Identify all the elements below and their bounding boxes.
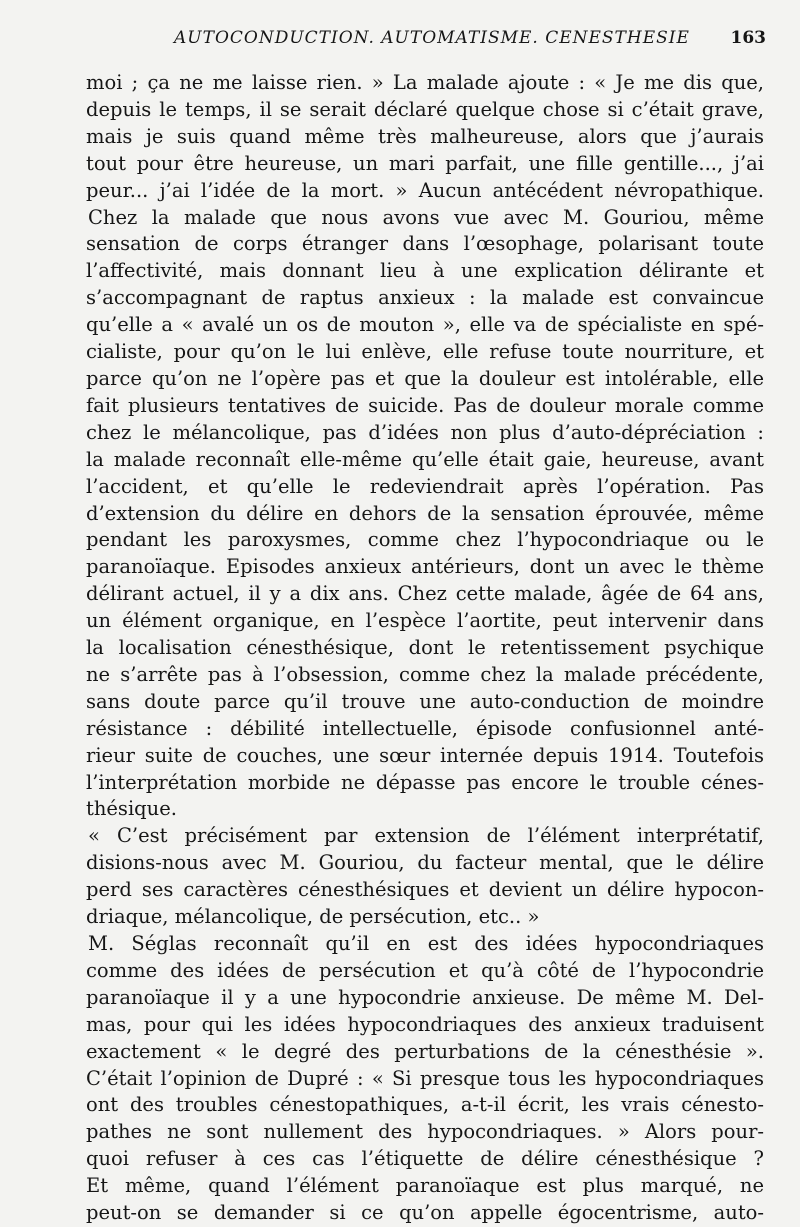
paragraph-4 [86,931,764,1227]
text-line: délirant actuel, il y a dix ans. Chez cette malade, âgée de 64 ans, [86,582,764,606]
text-line: fait plusieurs tentatives de suicide. Pas de douleur morale comme [86,393,764,417]
text-line: ont des troubles cénestopathiques, a-t-il écrit, les vrais cénesto- [86,1093,764,1117]
text-line: driaque, mélancolique, de persécution, etc.. » [86,905,540,929]
text-line: Et même, quand l’élément paranoïaque est plus marqué, ne [86,1174,764,1198]
text-line: Chez la malade que nous avons vue avec M. Gouriou, même [88,205,764,229]
text-line: qu’elle a « avalé un os de mouton », elle va de spécialiste en spé- [86,313,764,337]
text-line: la localisation cénesthésique, dont le retentissement psychique [86,636,764,660]
body-text [86,70,764,1227]
paragraph-3 [86,823,764,931]
text-line: « C’est précisément par extension de l’élément interprétatif, [88,824,764,848]
text-line: paranoïaque il y a une hypocondrie anxieuse. De même M. Del- [86,985,764,1009]
text-line: mais je suis quand même très malheureuse, alors que j’aurais [86,124,764,148]
text-line: parce qu’on ne l’opère pas et que la douleur est intolérable, elle [86,366,764,390]
text-line: d’extension du délire en dehors de la sensation éprouvée, même [86,501,764,525]
text-line: depuis le temps, il se serait déclaré quelque chose si c’était grave, [86,97,764,121]
text-line: C’était l’opinion de Dupré : « Si presque tous les hypocondriaques [86,1066,764,1090]
text-line: cialiste, pour qu’on le lui enlève, elle refuse toute nourriture, et [86,340,764,364]
text-line: la malade reconnaît elle-même qu’elle était gaie, heureuse, avant [86,447,764,471]
text-line: thésique. [86,797,177,821]
text-line: paranoïaque. Episodes anxieux antérieurs, dont un avec le thème [86,555,764,579]
text-line: sensation de corps étranger dans l’œsophage, polarisant toute [86,232,764,256]
text-line: M. Séglas reconnaît qu’il en est des idées hypocondriaques [88,932,764,955]
text-line: pathes ne sont nullement des hypocondriaques. » Alors pour- [86,1120,764,1144]
text-line: peur... j’ai l’idée de la mort. » Aucun antécédent névropathique. [86,178,764,202]
paragraph-2 [86,205,764,824]
text-line: rieur suite de couches, une sœur internée depuis 1914. Toutefois [86,743,764,767]
paragraph-1 [86,70,764,205]
text-line: peut-on se demander si ce qu’on appelle égocentrisme, auto- [86,1201,764,1225]
text-line: exactement « le degré des perturbations de la cénesthésie ». [86,1039,764,1063]
page-number: 163 [730,28,766,48]
text-line: chez le mélancolique, pas d’idées non plus d’auto-dépréciation : [86,420,764,444]
text-line: l’accident, et qu’elle le redeviendrait après l’opération. Pas [86,474,764,498]
text-line: s’accompagnant de raptus anxieux : la malade est convaincue [86,286,764,310]
text-line: un élément organique, en l’espèce l’aortite, peut intervenir dans [86,609,764,633]
page-header [84,28,766,54]
running-title: AUTOCONDUCTION. AUTOMATISME. CENESTHESIE [174,28,690,48]
text-line: moi ; ça ne me laisse rien. » La malade ajoute : « Je me dis que, [86,71,764,94]
text-line: comme des idées de persécution et qu’à côté de l’hypocondrie [86,958,764,982]
text-line: ne s’arrête pas à l’obsession, comme chez la malade précédente, [86,662,764,686]
text-line: pendant les paroxysmes, comme chez l’hypocondriaque ou le [86,528,764,552]
text-line: perd ses caractères cénesthésiques et devient un délire hypocon- [86,878,764,902]
text-line: mas, pour qui les idées hypocondriaques des anxieux traduisent [86,1012,764,1036]
text-line: l’interprétation morbide ne dépasse pas encore le trouble cénes- [86,770,764,794]
text-line: quoi refuser à ces cas l’étiquette de délire cénesthésique ? [86,1147,764,1171]
text-line: sans doute parce qu’il trouve une auto-conduction de moindre [86,689,764,713]
text-line: l’affectivité, mais donnant lieu à une explication délirante et [86,259,764,283]
text-line: résistance : débilité intellectuelle, épisode confusionnel anté- [86,716,764,740]
text-line: tout pour être heureuse, un mari parfait, une fille gentille..., j’ai [86,151,764,175]
text-line: disions-nous avec M. Gouriou, du facteur mental, que le délire [86,851,764,875]
